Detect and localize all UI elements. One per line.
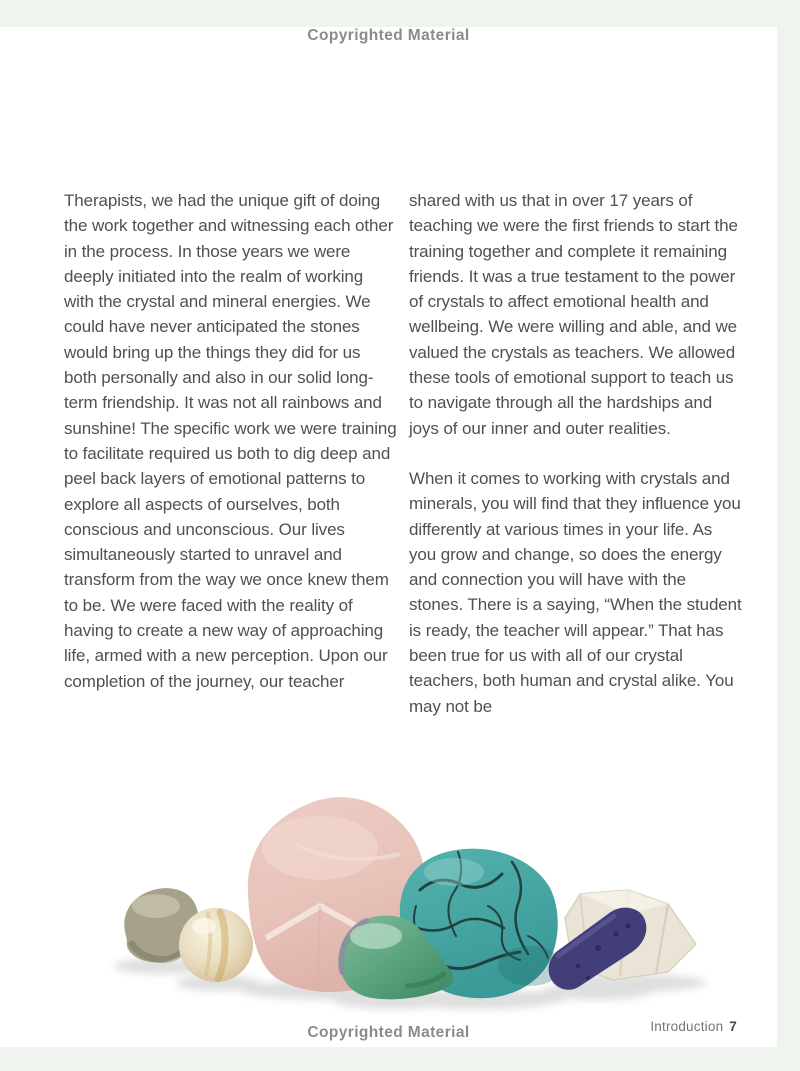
- right-column-paragraph-2: When it comes to working with crystals and minerals, you will find that they influence you differently at various times in your life. As you grow and change, so does the energy and connection you will have with the stones. There is a saying, “When the student is ready, the teacher will appear.” That has been true for us with all of our crystal teachers, both human and crystal alike. You may not be: [409, 468, 742, 716]
- footer-page-number: 7: [729, 1019, 737, 1034]
- right-column: [409, 188, 742, 719]
- left-column: [64, 188, 397, 719]
- left-column-paragraph: Therapists, we had the unique gift of doing the work together and witnessing each other in the process. In those years we were deeply initiated into the realm of working with the crystal and mineral energies. We could have never anticipated the stones would bring up the things they did for us both personally and also in our solid long-term friendship. It was not all rainbows and sunshine! The specific work we were training to facilitate required us both to dig deep and peel back layers of emotional patterns to explore all aspects of ourselves, both conscious and unconscious. Our lives simultaneously started to unravel and transform from the way we once knew them to be. We were faced with the reality of having to create a new way of approaching life, armed with a new perception. Upon our completion of the journey, our teacher: [64, 191, 397, 691]
- running-footer: [650, 1019, 737, 1034]
- cream-sphere-stone: [179, 908, 253, 982]
- crystals-photo: [68, 786, 728, 1021]
- copyright-watermark-top: Copyrighted Material: [307, 27, 470, 44]
- footer-section-label: Introduction: [650, 1019, 724, 1034]
- scan-border-bottom: [0, 1047, 800, 1071]
- copyright-watermark-bottom: Copyrighted Material: [307, 1024, 470, 1041]
- scan-border-right: [777, 0, 800, 1071]
- text-columns: [64, 188, 742, 719]
- right-column-paragraph-1: shared with us that in over 17 years of teaching we were the first friends to start the training together and complete it remaining friends. It was a true testament to the power of crystals to affect emotional health and wellbeing. We were willing and able, and we valued the crystals as teachers. We allowed these tools of emotional support to teach us to navigate through all the hardships and joys of our inner and outer realities.: [409, 191, 738, 438]
- scan-border-top: [0, 0, 800, 27]
